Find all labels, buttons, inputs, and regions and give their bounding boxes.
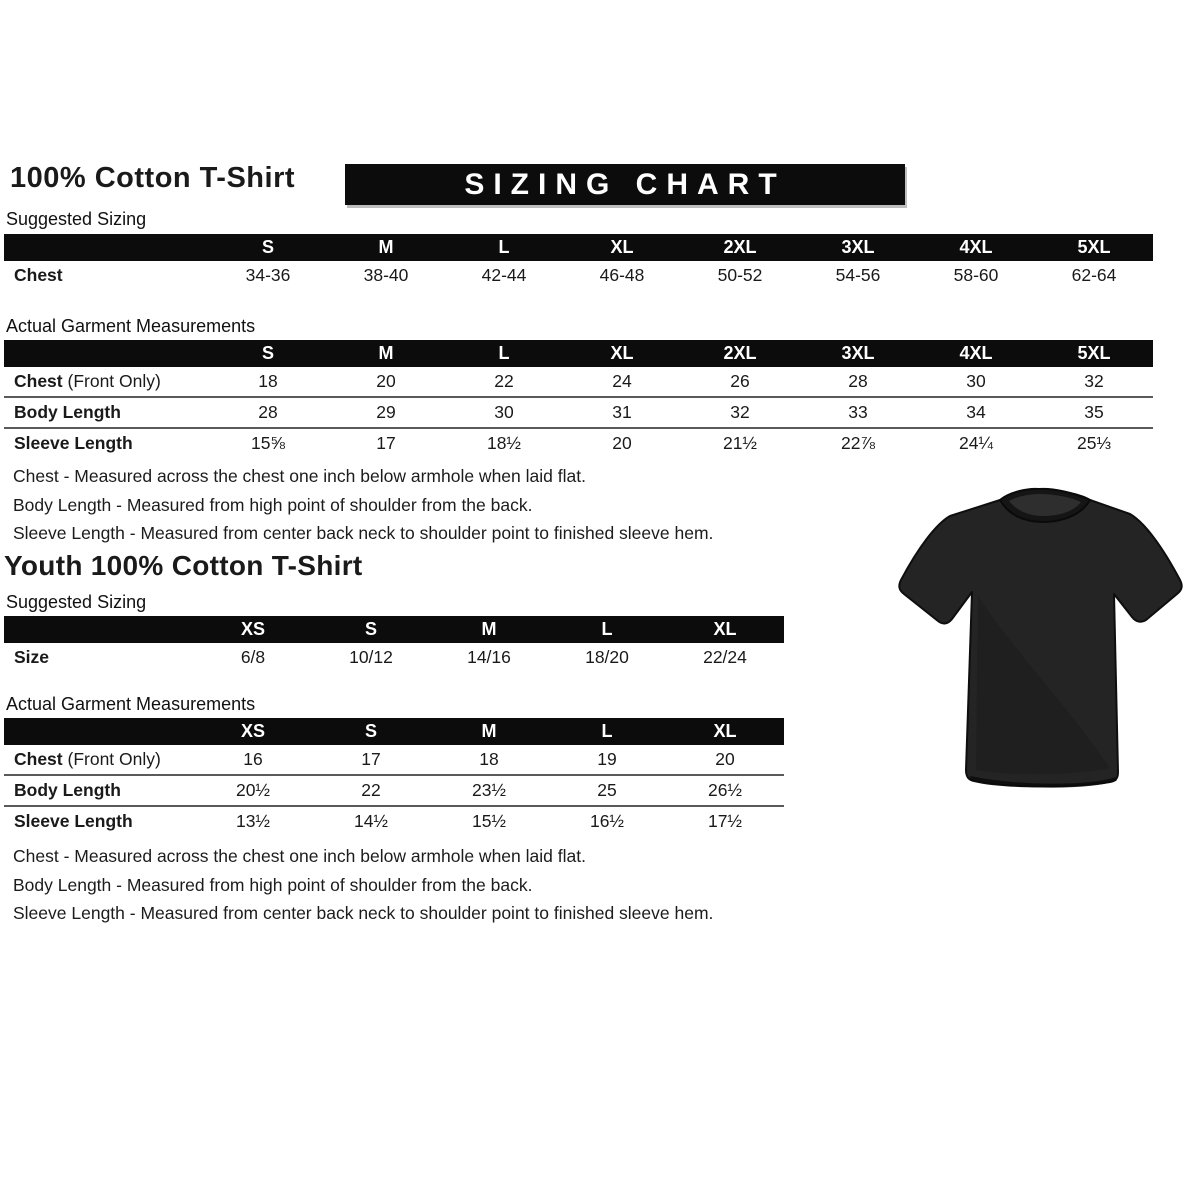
size-value: 22⅞ (799, 427, 917, 458)
size-value: 16½ (548, 805, 666, 836)
youth-section-title: Youth 100% Cotton T-Shirt (4, 550, 363, 581)
col-header: M (430, 616, 548, 643)
size-value: 32 (1035, 367, 1153, 396)
size-value: 19 (548, 745, 666, 774)
size-value: 18/20 (548, 643, 666, 672)
youth-suggested-sizing-table (4, 616, 784, 672)
size-value: 18 (209, 367, 327, 396)
size-value: 13½ (194, 805, 312, 836)
size-value: 20 (666, 745, 784, 774)
size-value: 29 (327, 396, 445, 427)
size-value: 50-52 (681, 261, 799, 290)
size-value: 22/24 (666, 643, 784, 672)
size-value: 34-36 (209, 261, 327, 290)
size-value: 17 (312, 745, 430, 774)
size-value: 26½ (666, 774, 784, 805)
col-header: L (548, 616, 666, 643)
tshirt-illustration (878, 476, 1200, 806)
size-value: 18 (430, 745, 548, 774)
size-value: 25⅓ (1035, 427, 1153, 458)
size-value: 24¼ (917, 427, 1035, 458)
size-value: 23½ (430, 774, 548, 805)
col-header: 5XL (1035, 234, 1153, 261)
note-line: Chest - Measured across the chest one inch below armhole when laid flat. (13, 466, 586, 486)
note-line: Chest - Measured across the chest one inch below armhole when laid flat. (13, 846, 586, 866)
row-label: Chest (Front Only) (4, 367, 209, 396)
size-value: 21½ (681, 427, 799, 458)
adult-suggested-sizing-table (4, 234, 1153, 290)
row-label: Chest (4, 261, 209, 290)
col-header: XL (666, 718, 784, 745)
youth-actual-measurements-table (4, 718, 784, 836)
size-value: 42-44 (445, 261, 563, 290)
note-line: Sleeve Length - Measured from center back neck to shoulder point to finished sleeve hem. (13, 903, 714, 923)
size-value: 22 (312, 774, 430, 805)
adult-measurement-notes (13, 462, 713, 548)
size-value: 32 (681, 396, 799, 427)
size-value: 10/12 (312, 643, 430, 672)
col-header: M (430, 718, 548, 745)
col-header: XS (194, 718, 312, 745)
size-value: 17 (327, 427, 445, 458)
col-header: S (209, 234, 327, 261)
size-value: 6/8 (194, 643, 312, 672)
col-header: S (312, 616, 430, 643)
size-value: 20 (563, 427, 681, 458)
col-header: XL (563, 234, 681, 261)
row-label: Body Length (4, 774, 194, 805)
col-header-blank (4, 718, 194, 745)
col-header: XL (563, 340, 681, 367)
page-title: 100% Cotton T-Shirt (10, 162, 296, 194)
youth-measurement-notes (13, 842, 713, 928)
youth-actual-measurements-label: Actual Garment Measurements (6, 694, 256, 714)
size-value: 33 (799, 396, 917, 427)
size-value: 20 (327, 367, 445, 396)
col-header-blank (4, 234, 209, 261)
col-header: L (548, 718, 666, 745)
adult-suggested-sizing-label: Suggested Sizing (6, 209, 147, 229)
col-header: XS (194, 616, 312, 643)
youth-suggested-sizing-label: Suggested Sizing (6, 592, 147, 612)
col-header: 4XL (917, 234, 1035, 261)
size-value: 15½ (430, 805, 548, 836)
size-value: 28 (209, 396, 327, 427)
size-value: 31 (563, 396, 681, 427)
row-label: Chest (Front Only) (4, 745, 194, 774)
col-header: 2XL (681, 234, 799, 261)
size-value: 14½ (312, 805, 430, 836)
size-value: 28 (799, 367, 917, 396)
col-header: XL (666, 616, 784, 643)
col-header-blank (4, 616, 194, 643)
col-header: L (445, 340, 563, 367)
size-value: 58-60 (917, 261, 1035, 290)
size-value: 18½ (445, 427, 563, 458)
row-label: Sleeve Length (4, 427, 209, 458)
note-line: Sleeve Length - Measured from center back neck to shoulder point to finished sleeve hem. (13, 523, 714, 543)
size-value: 15⅝ (209, 427, 327, 458)
col-header: L (445, 234, 563, 261)
row-label: Body Length (4, 396, 209, 427)
adult-actual-measurements-table (4, 340, 1153, 458)
size-value: 30 (445, 396, 563, 427)
size-value: 35 (1035, 396, 1153, 427)
note-line: Body Length - Measured from high point of shoulder from the back. (13, 494, 533, 515)
size-value: 30 (917, 367, 1035, 396)
size-value: 17½ (666, 805, 784, 836)
size-value: 24 (563, 367, 681, 396)
col-header: 2XL (681, 340, 799, 367)
size-value: 26 (681, 367, 799, 396)
col-header: S (312, 718, 430, 745)
row-label: Sleeve Length (4, 805, 194, 836)
row-label: Size (4, 643, 194, 672)
tshirt-photo (878, 476, 1200, 806)
sizing-chart-banner: SIZING CHART (345, 164, 905, 205)
col-header: 5XL (1035, 340, 1153, 367)
size-value: 62-64 (1035, 261, 1153, 290)
size-value: 25 (548, 774, 666, 805)
adult-actual-measurements-label: Actual Garment Measurements (6, 316, 256, 336)
col-header: M (327, 234, 445, 261)
size-value: 34 (917, 396, 1035, 427)
size-value: 20½ (194, 774, 312, 805)
note-line: Body Length - Measured from high point of shoulder from the back. (13, 874, 533, 895)
size-value: 16 (194, 745, 312, 774)
size-value: 38-40 (327, 261, 445, 290)
col-header-blank (4, 340, 209, 367)
size-value: 14/16 (430, 643, 548, 672)
col-header: 3XL (799, 234, 917, 261)
col-header: M (327, 340, 445, 367)
size-value: 22 (445, 367, 563, 396)
size-value: 46-48 (563, 261, 681, 290)
col-header: S (209, 340, 327, 367)
col-header: 4XL (917, 340, 1035, 367)
size-value: 54-56 (799, 261, 917, 290)
col-header: 3XL (799, 340, 917, 367)
